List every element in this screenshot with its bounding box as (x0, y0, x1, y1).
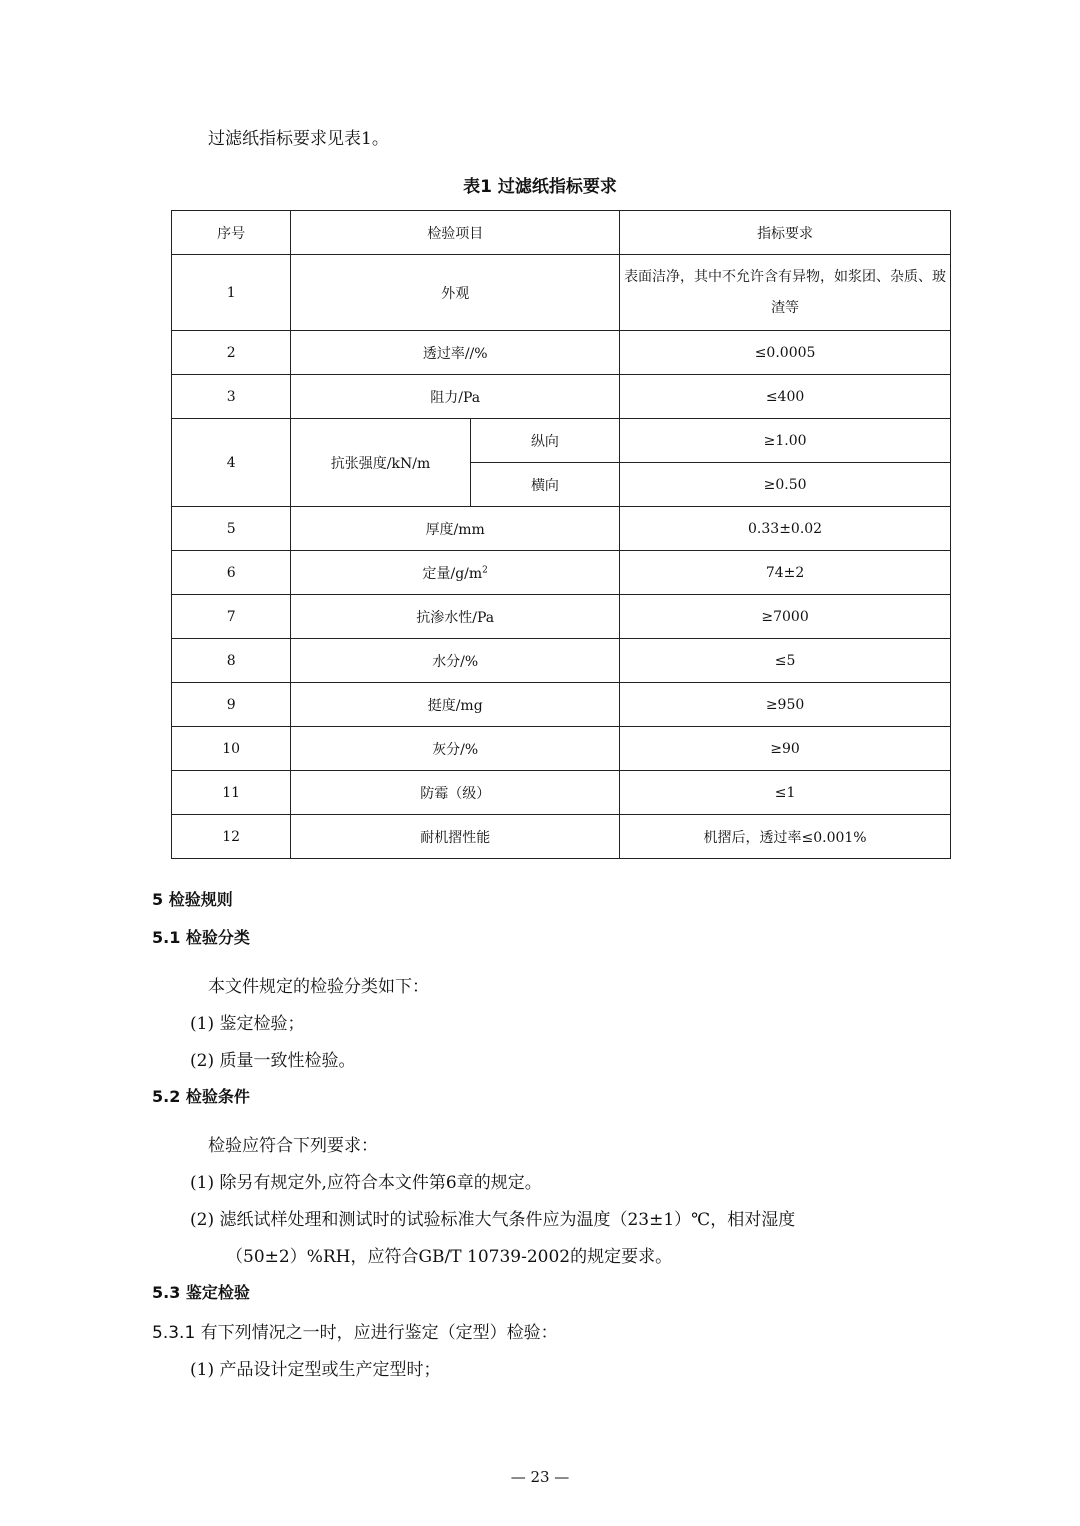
cell-req: ≤400 (620, 375, 951, 419)
cell-subitem: 横向 (470, 463, 619, 507)
cell-req: ≤1 (620, 771, 951, 815)
table-row (172, 331, 951, 375)
cell-no: 5 (172, 507, 291, 551)
cell-item: 防霉（级） (291, 771, 620, 815)
cell-no: 7 (172, 595, 291, 639)
cell-no: 11 (172, 771, 291, 815)
list-item: (1) 除另有规定外,应符合本文件第6章的规定。 (190, 1173, 542, 1193)
table-row (172, 595, 951, 639)
cell-no: 8 (172, 639, 291, 683)
section-heading-5-2: 5.2 检验条件 (152, 1087, 250, 1106)
cell-no: 2 (172, 331, 291, 375)
cell-item: 抗渗水性/Pa (291, 595, 620, 639)
table-row (172, 683, 951, 727)
table-row (172, 255, 951, 331)
cell-req: 表面洁净，其中不允许含有异物，如浆团、杂质、玻渣等 (620, 255, 951, 331)
cell-req: ≥1.00 (620, 419, 951, 463)
superscript: 2 (482, 564, 488, 575)
cell-req: ≥7000 (620, 595, 951, 639)
table-header-row (172, 211, 951, 255)
cell-item: 灰分/% (291, 727, 620, 771)
cell-item (291, 551, 620, 595)
cell-no: 10 (172, 727, 291, 771)
cell-item: 水分/% (291, 639, 620, 683)
list-item: (1) 鉴定检验； (190, 1014, 305, 1034)
cell-req: ≥90 (620, 727, 951, 771)
list-item-continuation: （50±2）%RH，应符合GB/T 10739-2002的规定要求。 (226, 1247, 673, 1267)
cell-no: 6 (172, 551, 291, 595)
cell-no: 9 (172, 683, 291, 727)
cell-item: 阻力/Pa (291, 375, 620, 419)
cell-req: ≤5 (620, 639, 951, 683)
list-item: (2) 滤纸试样处理和测试时的试验标准大气条件应为温度（23±1）℃，相对湿度 (190, 1210, 796, 1230)
header-cell-req: 指标要求 (620, 211, 951, 255)
cell-no: 4 (172, 419, 291, 507)
table-row (172, 771, 951, 815)
section-heading-5: 5 检验规则 (152, 890, 233, 909)
paragraph: 检验应符合下列要求： (208, 1136, 378, 1156)
cell-req: 0.33±0.02 (620, 507, 951, 551)
clause-5-3-1: 5.3.1 有下列情况之一时，应进行鉴定（定型）检验： (152, 1323, 558, 1343)
header-cell-item: 检验项目 (291, 211, 620, 255)
cell-item: 外观 (291, 255, 620, 331)
table-row (172, 815, 951, 859)
spec-table (171, 210, 951, 859)
table-row (172, 419, 951, 463)
table-row (172, 639, 951, 683)
table-title: 表1 过滤纸指标要求 (463, 177, 617, 197)
cell-req: 74±2 (620, 551, 951, 595)
cell-req: ≥0.50 (620, 463, 951, 507)
cell-req: ≥950 (620, 683, 951, 727)
cell-req: ≤0.0005 (620, 331, 951, 375)
cell-item: 耐机摺性能 (291, 815, 620, 859)
header-cell-no: 序号 (172, 211, 291, 255)
table-row (172, 551, 951, 595)
table-row (172, 727, 951, 771)
section-heading-5-1: 5.1 检验分类 (152, 928, 250, 947)
cell-item-text: 定量/g/m (422, 565, 483, 582)
table-row (172, 507, 951, 551)
cell-item: 厚度/mm (291, 507, 620, 551)
cell-item: 抗张强度/kN/m (291, 419, 470, 507)
list-item: (2) 质量一致性检验。 (190, 1051, 356, 1071)
table-row (172, 375, 951, 419)
cell-item: 透过率//% (291, 331, 620, 375)
intro-paragraph: 过滤纸指标要求见表1。 (208, 129, 389, 149)
cell-no: 12 (172, 815, 291, 859)
paragraph: 本文件规定的检验分类如下： (208, 977, 429, 997)
cell-subitem: 纵向 (470, 419, 619, 463)
cell-no: 1 (172, 255, 291, 331)
cell-item: 挺度/mg (291, 683, 620, 727)
cell-no: 3 (172, 375, 291, 419)
list-item: (1) 产品设计定型或生产定型时； (190, 1360, 441, 1380)
page-number: — 23 — (510, 1468, 570, 1486)
section-heading-5-3: 5.3 鉴定检验 (152, 1283, 250, 1302)
cell-req: 机摺后，透过率≤0.001% (620, 815, 951, 859)
